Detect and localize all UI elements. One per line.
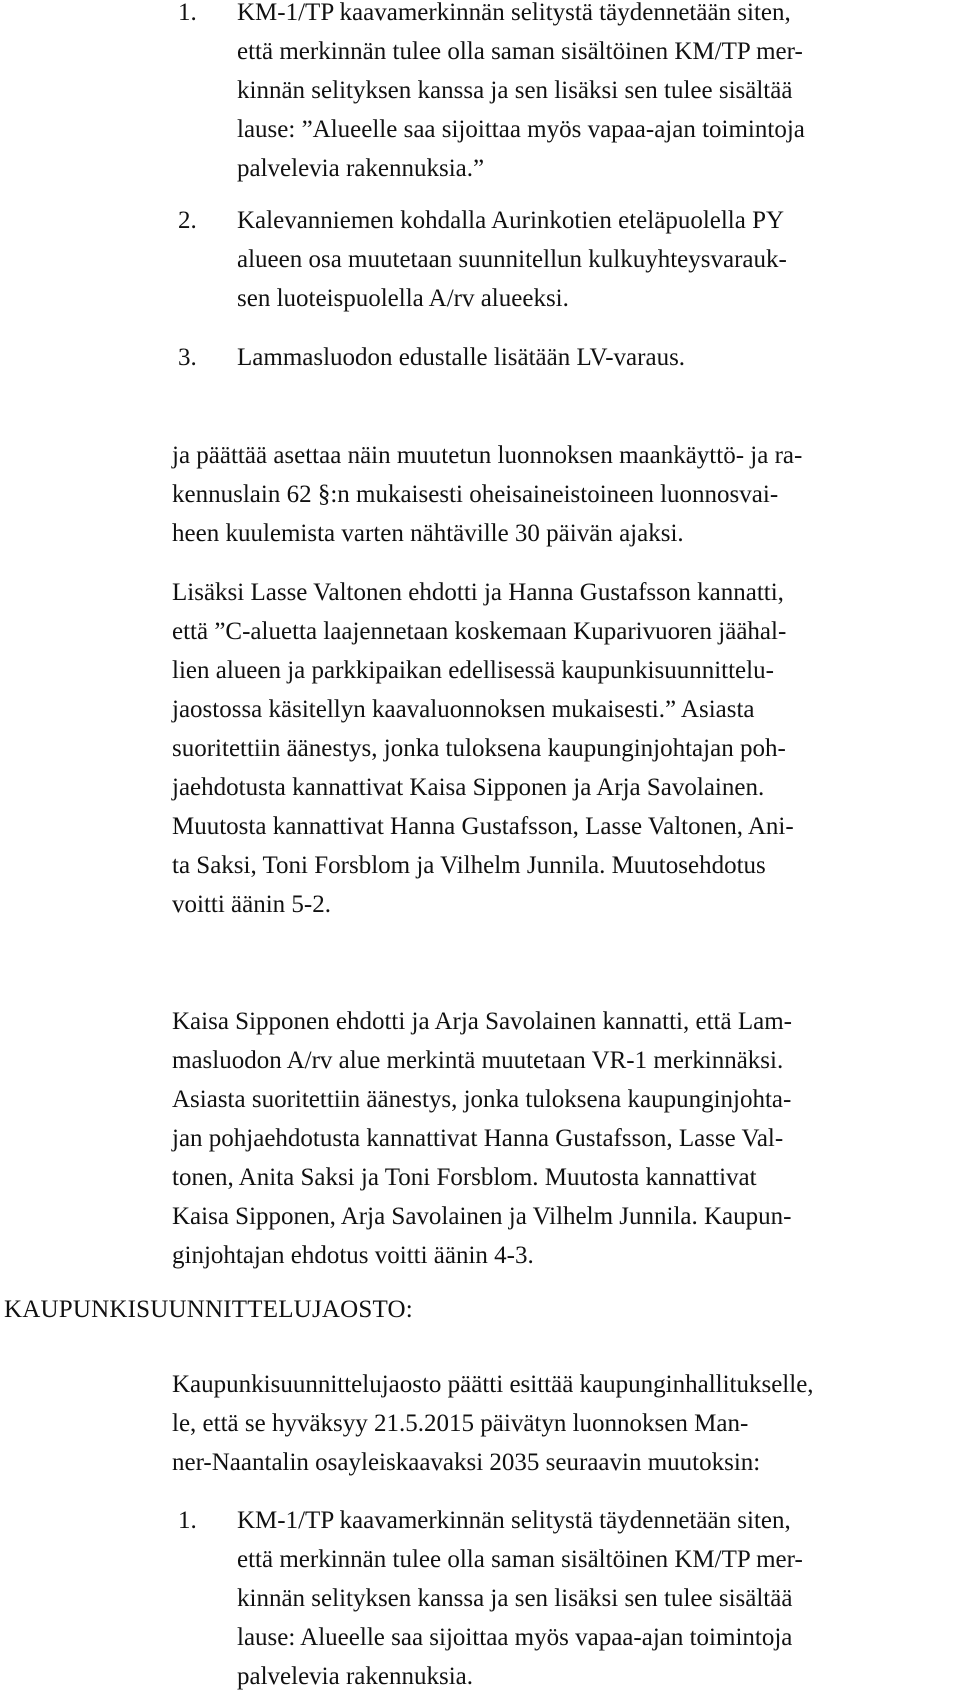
paragraph-valtonen-proposal — [172, 573, 942, 924]
text-line: sen luoteispuolella A/rv alueeksi. — [237, 285, 569, 312]
list-a-number-1: 1. — [178, 0, 197, 26]
text-line: lause: Alueelle saa sijoittaa myös vapaa-ajan toimintoja — [237, 1624, 793, 1651]
text-line: että ”C-aluetta laajennetaan koskemaan Kuparivuoren jäähal- — [172, 618, 787, 645]
text-line: jan pohjaehdotusta kannattivat Hanna Gustafsson, Lasse Val- — [172, 1125, 784, 1152]
text-line: palvelevia rakennuksia.” — [237, 155, 485, 182]
text-line: Kaupunkisuunnittelujaosto päätti esittää kaupunginhallitukselle, — [172, 1371, 814, 1398]
paragraph-sipponen-proposal — [172, 1002, 942, 1275]
text-line: kinnän selityksen kanssa ja sen lisäksi sen tulee sisältää — [237, 1585, 793, 1612]
text-line: alueen osa muutetaan suunnitellun kulkuyhteysvarauk- — [237, 246, 787, 273]
text-line: voitti äänin 5-2. — [172, 891, 331, 918]
text-line: Lisäksi Lasse Valtonen ehdotti ja Hanna Gustafsson kannatti, — [172, 579, 784, 606]
text-line: heen kuulemista varten nähtäville 30 päivän ajaksi. — [172, 520, 684, 547]
list-a-number-3: 3. — [178, 344, 197, 371]
text-line: kinnän selityksen kanssa ja sen lisäksi sen tulee sisältää — [237, 77, 793, 104]
section-heading: KAUPUNKISUUNNITTELUJAOSTO: — [4, 1296, 413, 1323]
text-line: että merkinnän tulee olla saman sisältöinen KM/TP mer- — [237, 38, 803, 65]
text-line: ja päättää asettaa näin muutetun luonnoksen maankäyttö- ja ra- — [172, 442, 803, 469]
text-line: tonen, Anita Saksi ja Toni Forsblom. Muutosta kannattivat — [172, 1164, 757, 1191]
text-line: masluodon A/rv alue merkintä muutetaan VR-1 merkinnäksi. — [172, 1047, 784, 1074]
text-line: jaostossa käsitellyn kaavaluonnoksen mukaisesti.” Asiasta — [172, 696, 755, 723]
paragraph-section-decision — [172, 1365, 942, 1482]
text-line: lien alueen ja parkkipaikan edellisessä kaupunkisuunnittelu- — [172, 657, 774, 684]
text-line: Lammasluodon edustalle lisätään LV-varaus. — [237, 344, 686, 371]
text-line: kennuslain 62 §:n mukaisesti oheisaineistoineen luonnosvai- — [172, 481, 779, 508]
text-line: lause: ”Alueelle saa sijoittaa myös vapaa-ajan toimintoja — [237, 116, 805, 143]
text-line: että merkinnän tulee olla saman sisältöinen KM/TP mer- — [237, 1546, 803, 1573]
text-line: jaehdotusta kannattivat Kaisa Sipponen ja Arja Savolainen. — [172, 774, 765, 801]
text-line: palvelevia rakennuksia. — [237, 1663, 474, 1690]
text-line: Kalevanniemen kohdalla Aurinkotien eteläpuolella PY — [237, 207, 785, 234]
paragraph-decision — [172, 436, 942, 553]
list-b-item-1 — [237, 1501, 937, 1696]
text-line: Kaisa Sipponen, Arja Savolainen ja Vilhelm Junnila. Kaupun- — [172, 1203, 792, 1230]
text-line: Muutosta kannattivat Hanna Gustafsson, Lasse Valtonen, Ani- — [172, 813, 794, 840]
text-line: ginjohtajan ehdotus voitti äänin 4-3. — [172, 1242, 534, 1269]
text-line: ner-Naantalin osayleiskaavaksi 2035 seuraavin muutoksin: — [172, 1449, 761, 1476]
list-a-item-1 — [237, 0, 937, 188]
text-line: KM-1/TP kaavamerkinnän selitystä täydennetään siten, — [237, 1507, 791, 1534]
list-b-number-1: 1. — [178, 1507, 197, 1534]
text-line: ta Saksi, Toni Forsblom ja Vilhelm Junnila. Muutosehdotus — [172, 852, 766, 879]
text-line: KM-1/TP kaavamerkinnän selitystä täydennetään siten, — [237, 0, 791, 26]
list-a-item-3 — [237, 338, 937, 377]
text-line: le, että se hyväksyy 21.5.2015 päivätyn luonnoksen Man- — [172, 1410, 749, 1437]
text-line: Kaisa Sipponen ehdotti ja Arja Savolainen kannatti, että Lam- — [172, 1008, 792, 1035]
list-a-number-2: 2. — [178, 207, 197, 234]
text-line: suoritettiin äänestys, jonka tuloksena kaupunginjohtajan poh- — [172, 735, 786, 762]
list-a-item-2 — [237, 201, 937, 318]
text-line: Asiasta suoritettiin äänestys, jonka tuloksena kaupunginjohta- — [172, 1086, 792, 1113]
